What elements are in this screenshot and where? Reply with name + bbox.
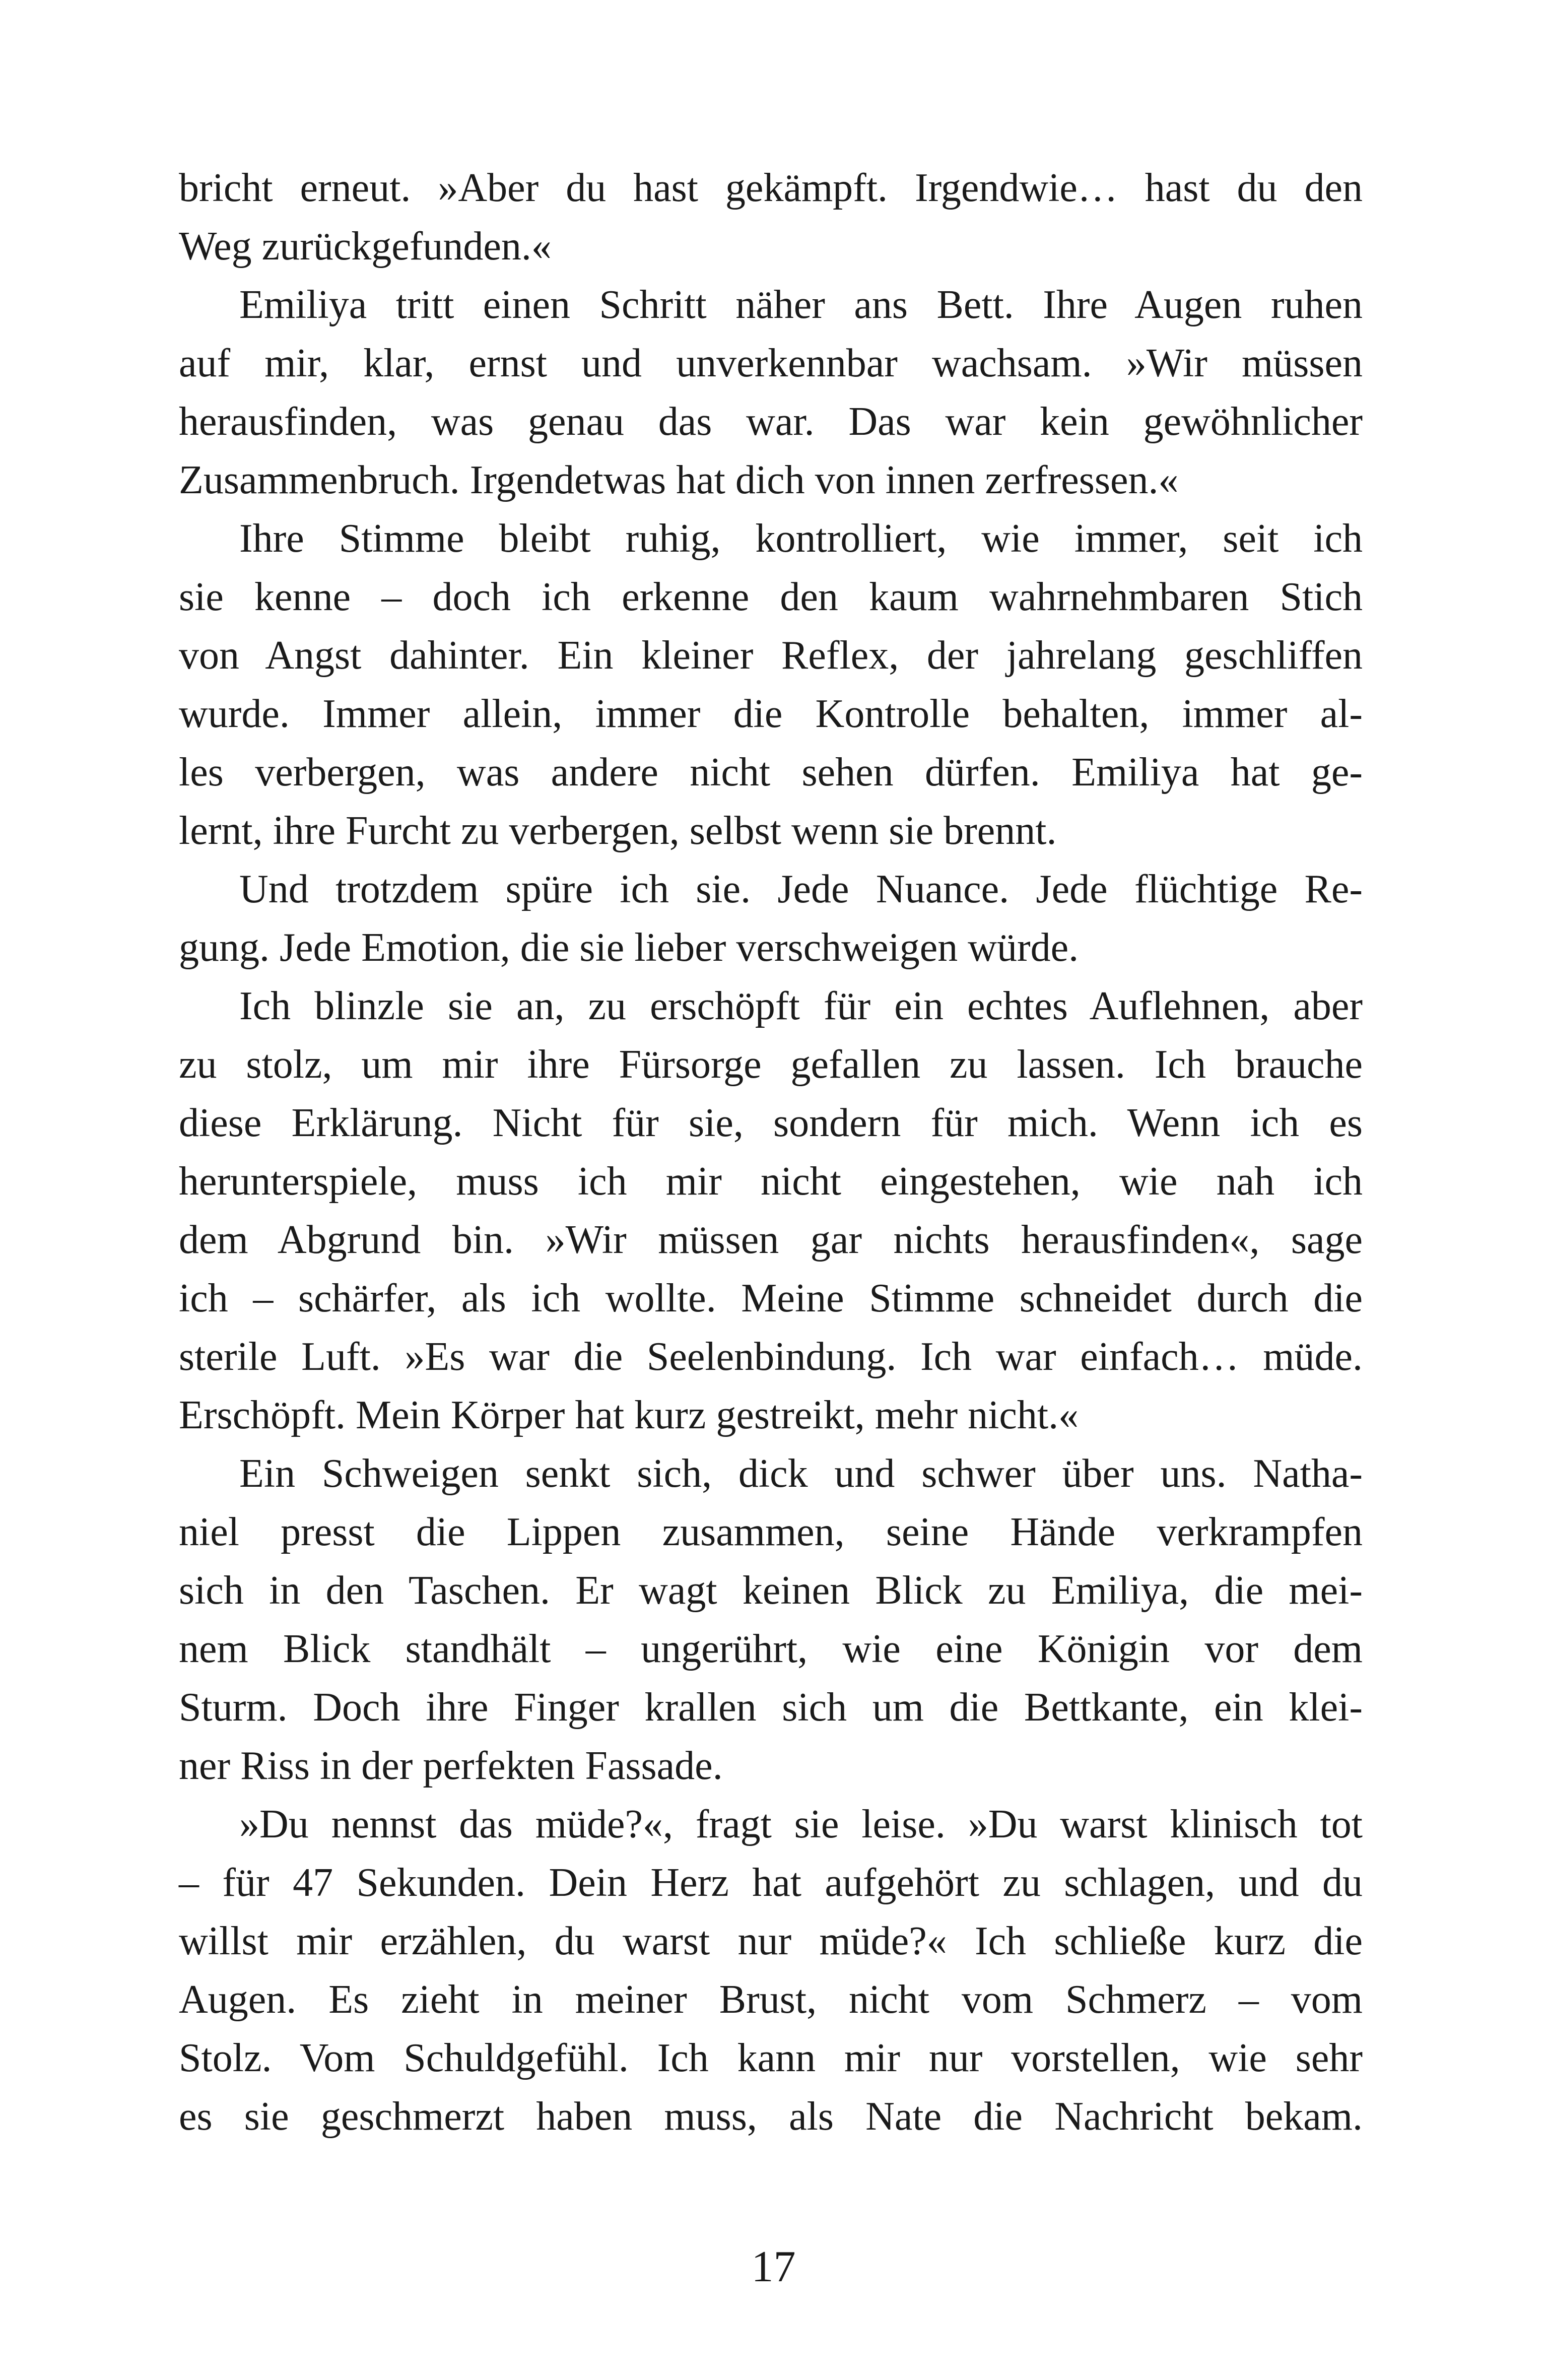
text-line: Ein Schweigen senkt sich, dick und schwer über uns. Natha- — [239, 1451, 1363, 1496]
text-line: Erschöpft. Mein Körper hat kurz gestreikt, mehr nicht.« — [179, 1393, 1079, 1437]
text-line: sie kenne – doch ich erkenne den kaum wahrnehmbaren Stich — [179, 575, 1363, 619]
text-line: »Du nennst das müde?«, fragt sie leise. »Du warst klinisch tot — [239, 1802, 1363, 1846]
text-line: Emiliya tritt einen Schritt näher ans Bett. Ihre Augen ruhen — [239, 283, 1363, 327]
text-line: Ich blinzle sie an, zu erschöpft für ein echtes Auflehnen, aber — [239, 984, 1363, 1028]
text-line: diese Erklärung. Nicht für sie, sondern für mich. Wenn ich es — [179, 1101, 1363, 1145]
text-line: willst mir erzählen, du warst nur müde?« Ich schließe kurz die — [179, 1919, 1363, 1963]
body-text — [179, 159, 1363, 2146]
text-line: zu stolz, um mir ihre Fürsorge gefallen zu lassen. Ich brauche — [179, 1042, 1363, 1087]
text-line: von Angst dahinter. Ein kleiner Reflex, der jahrelang geschliffen — [179, 633, 1363, 678]
text-line: gung. Jede Emotion, die sie lieber verschweigen würde. — [179, 925, 1079, 970]
text-line: lernt, ihre Furcht zu verbergen, selbst wenn sie brennt. — [179, 809, 1057, 853]
text-line: herunterspiele, muss ich mir nicht eingestehen, wie nah ich — [179, 1159, 1363, 1204]
text-line: – für 47 Sekunden. Dein Herz hat aufgehört zu schlagen, und du — [179, 1861, 1363, 1905]
text-line: herausfinden, was genau das war. Das war kein gewöhnlicher — [179, 400, 1363, 444]
text-line: les verbergen, was andere nicht sehen dürfen. Emiliya hat ge- — [179, 750, 1363, 795]
text-line: Zusammenbruch. Irgendetwas hat dich von innen zerfressen.« — [179, 458, 1179, 502]
text-line: niel presst die Lippen zusammen, seine Hände verkrampfen — [179, 1510, 1363, 1554]
text-line: Ihre Stimme bleibt ruhig, kontrolliert, wie immer, seit ich — [239, 516, 1363, 561]
text-line: Sturm. Doch ihre Finger krallen sich um die Bettkante, ein klei- — [179, 1685, 1363, 1730]
text-line: wurde. Immer allein, immer die Kontrolle behalten, immer al- — [179, 692, 1363, 736]
text-line: Stolz. Vom Schuldgefühl. Ich kann mir nur vorstellen, wie sehr — [179, 2036, 1363, 2080]
text-line: bricht erneut. »Aber du hast gekämpft. Irgendwie… hast du den — [179, 166, 1363, 210]
text-line: es sie geschmerzt haben muss, als Nate die Nachricht bekam. — [179, 2094, 1363, 2139]
text-line: auf mir, klar, ernst und unverkennbar wachsam. »Wir müssen — [179, 341, 1363, 385]
page-number: 17 — [751, 2242, 796, 2291]
text-line: ich – schärfer, als ich wollte. Meine Stimme schneidet durch die — [179, 1276, 1363, 1320]
text-line: sich in den Taschen. Er wagt keinen Blick zu Emiliya, die mei- — [179, 1568, 1363, 1613]
text-line: ner Riss in der perfekten Fassade. — [179, 1744, 723, 1788]
text-line: nem Blick standhält – ungerührt, wie eine Königin vor dem — [179, 1627, 1363, 1671]
text-line: Augen. Es zieht in meiner Brust, nicht vom Schmerz – vom — [179, 1977, 1363, 2022]
text-line: dem Abgrund bin. »Wir müssen gar nichts herausfinden«, sage — [179, 1218, 1363, 1262]
text-line: sterile Luft. »Es war die Seelenbindung. Ich war einfach… müde. — [179, 1335, 1363, 1379]
text-line: Und trotzdem spüre ich sie. Jede Nuance. Jede flüchtige Re- — [239, 867, 1363, 911]
text-line: Weg zurückgefunden.« — [179, 224, 552, 269]
